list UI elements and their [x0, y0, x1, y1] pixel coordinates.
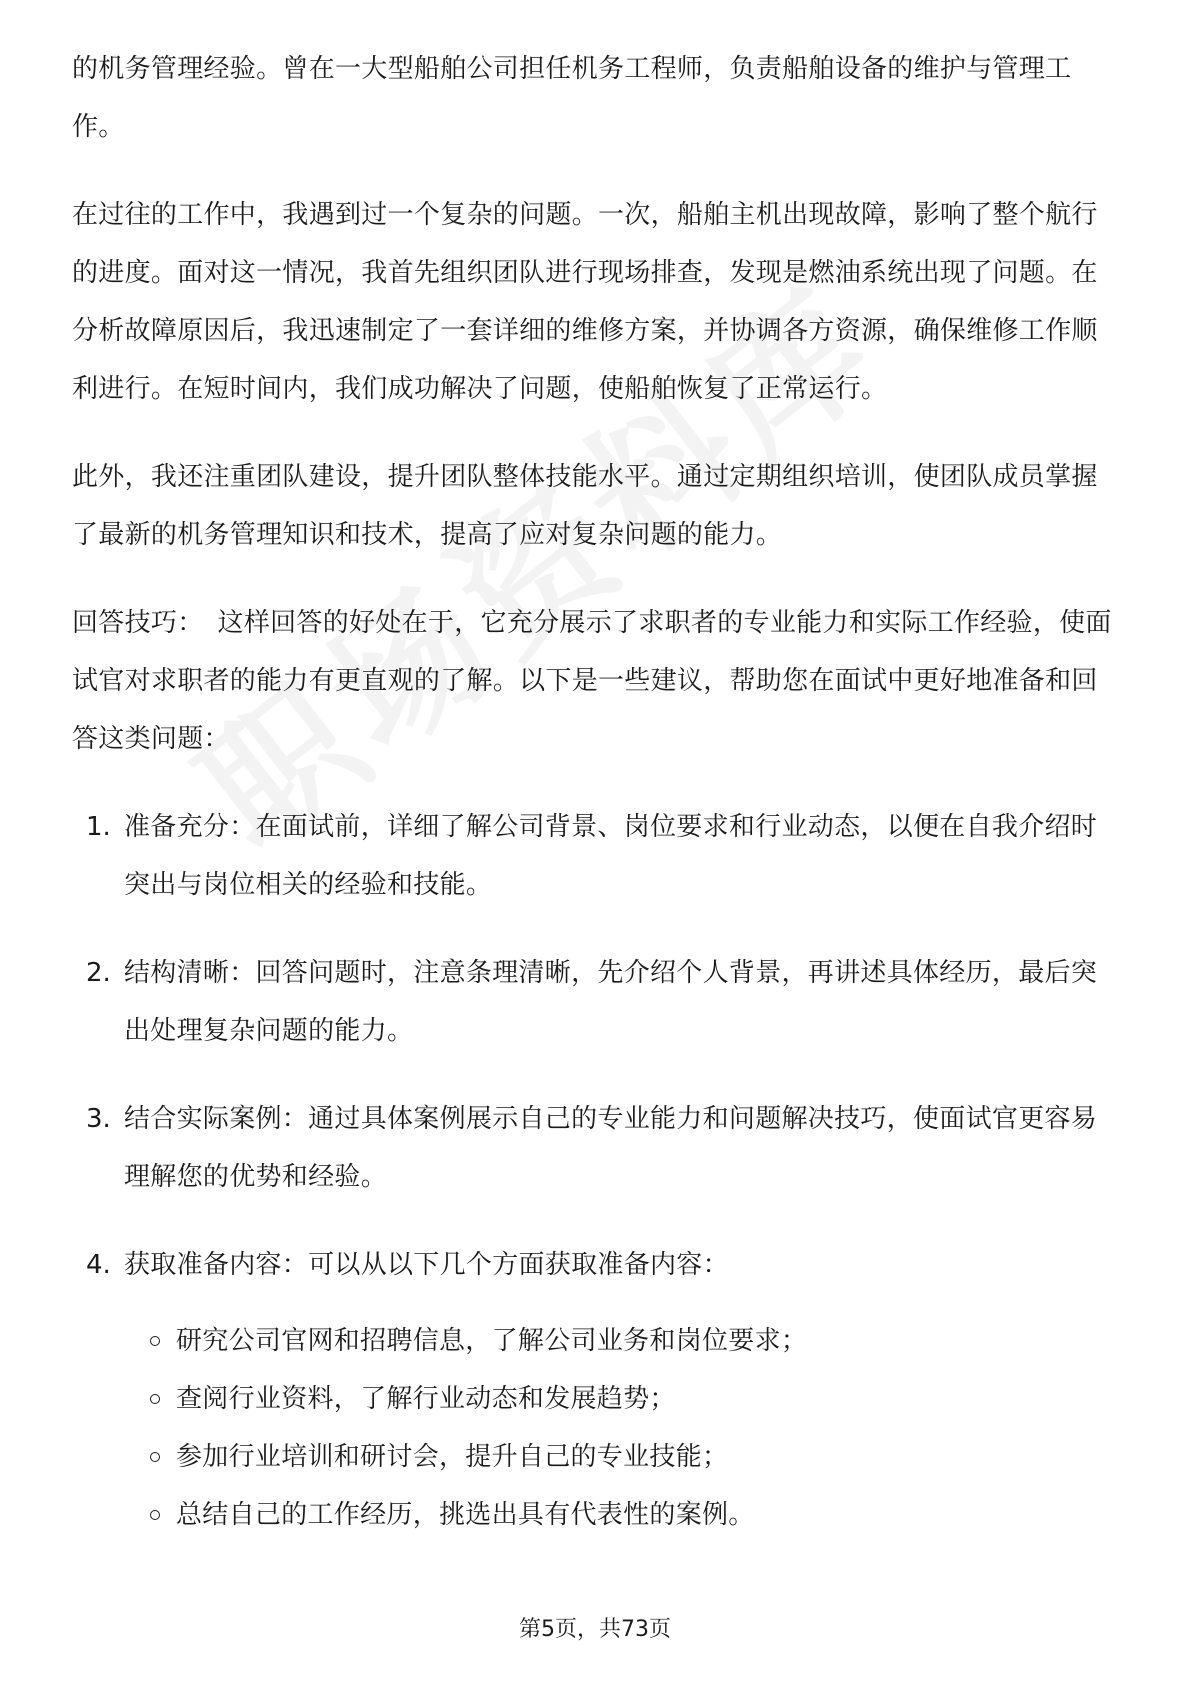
sublist-item-text: 研究公司官网和招聘信息，了解公司业务和岗位要求； — [176, 1326, 808, 1356]
document-body — [72, 40, 1122, 1574]
answer-tip — [72, 594, 1122, 768]
list-item-number: 4. — [86, 1250, 111, 1280]
sublist-item — [124, 1486, 1122, 1544]
list-item — [72, 1090, 1122, 1206]
paragraph-experience: 的机务管理经验。曾在一大型船舶公司担任机务工程师，负责船舶设备的维护与管理工作。 — [72, 54, 1072, 142]
sublist-item-text: 参加行业培训和研讨会，提升自己的专业技能； — [176, 1442, 729, 1472]
list-item-number: 1. — [86, 812, 111, 842]
list-item-text: 准备充分：在面试前，详细了解公司背景、岗位要求和行业动态，以便在自我介绍时突出与岗位相关的经验和技能。 — [124, 812, 1098, 900]
circle-bullet-icon — [150, 1510, 160, 1520]
circle-bullet-icon — [150, 1452, 160, 1462]
circle-bullet-icon — [150, 1336, 160, 1346]
list-item-number: 2. — [86, 958, 111, 988]
answer-tip-text: 这样回答的好处在于，它充分展示了求职者的专业能力和实际工作经验，使面试官对求职者的能力有更直观的了解。以下是一些建议，帮助您在面试中更好地准备和回答这类问题： — [72, 608, 1112, 754]
sublist-item-text: 查阅行业资料，了解行业动态和发展趋势； — [176, 1384, 676, 1414]
list-item — [72, 1236, 1122, 1544]
circle-bullet-icon — [150, 1394, 160, 1404]
list-item — [72, 944, 1122, 1060]
answer-tip-label: 回答技巧： — [72, 608, 204, 638]
paragraph-team-building: 此外，我还注重团队建设，提升团队整体技能水平。通过定期组织培训，使团队成员掌握了最新的机务管理知识和技术，提高了应对复杂问题的能力。 — [72, 462, 1098, 550]
list-item-text: 结合实际案例：通过具体案例展示自己的专业能力和问题解决技巧，使面试官更容易理解您的优势和经验。 — [124, 1104, 1098, 1192]
sublist-item — [124, 1370, 1122, 1428]
list-item-number: 3. — [86, 1104, 111, 1134]
list-item — [72, 798, 1122, 914]
page-footer: 第5页，共73页 — [519, 1617, 671, 1642]
sources-sublist — [124, 1312, 1122, 1544]
tips-list — [72, 798, 1122, 1544]
sublist-item — [124, 1312, 1122, 1370]
list-item-text: 结构清晰：回答问题时，注意条理清晰，先介绍个人背景，再讲述具体经历，最后突出处理复杂问题的能力。 — [124, 958, 1098, 1046]
paragraph-problem-case: 在过往的工作中，我遇到过一个复杂的问题。一次，船舶主机出现故障，影响了整个航行的进度。面对这一情况，我首先组织团队进行现场排查，发现是燃油系统出现了问题。在分析故障原因后，我迅速制定了一套详细的维修方案，并协调各方资源，确保维修工作顺利进行。在短时间内，我们成功解决了问题，使船舶恢复了正常运行。 — [72, 200, 1098, 404]
list-item-text: 获取准备内容：可以从以下几个方面获取准备内容： — [124, 1250, 729, 1280]
sublist-item — [124, 1428, 1122, 1486]
sublist-item-text: 总结自己的工作经历，挑选出具有代表性的案例。 — [176, 1500, 755, 1530]
